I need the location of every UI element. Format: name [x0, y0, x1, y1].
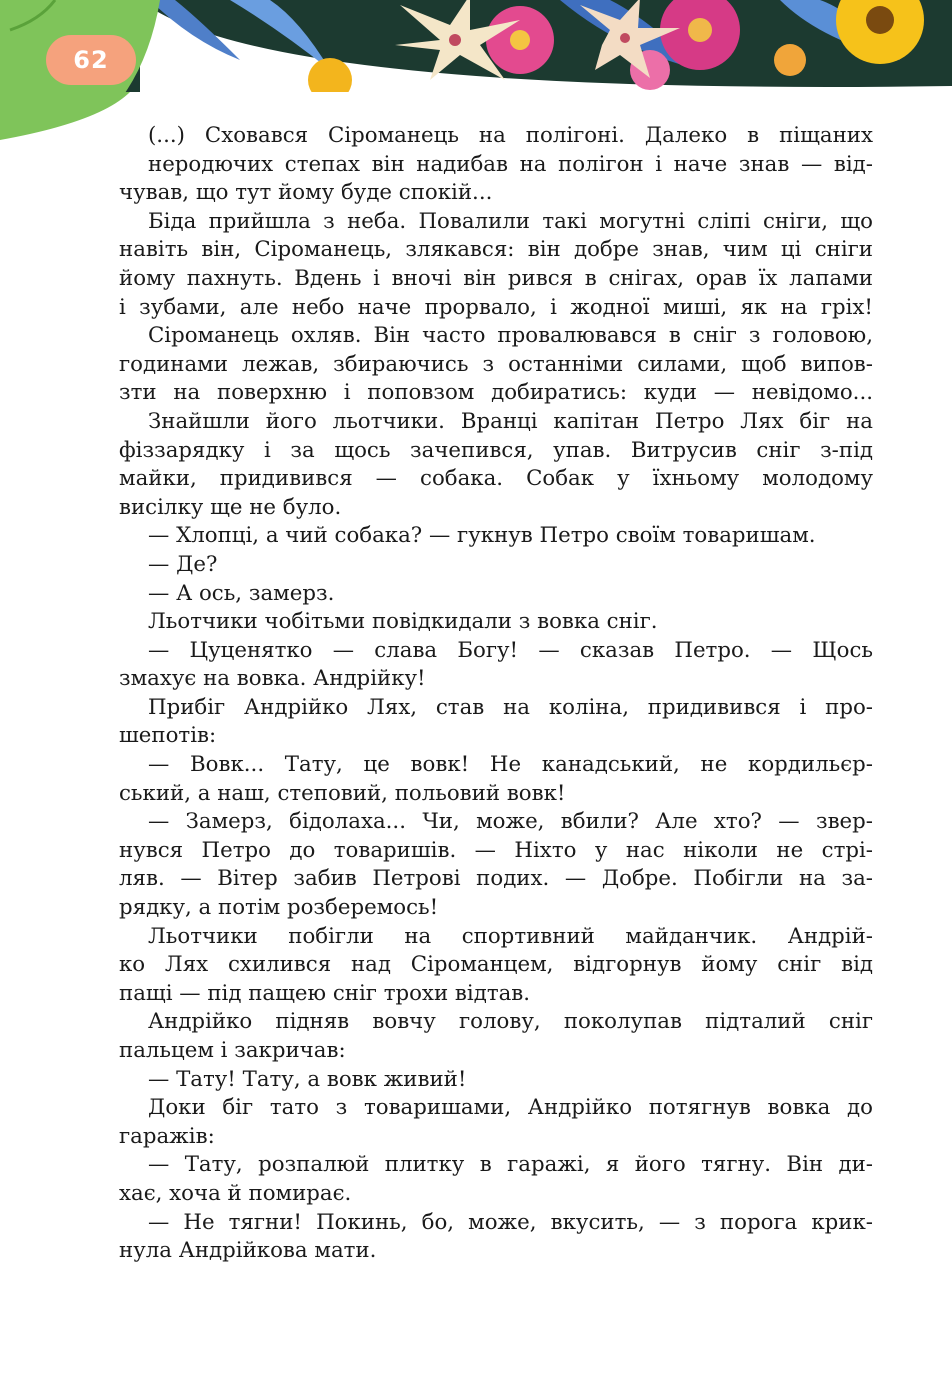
- paragraph: гаражів:: [119, 1123, 215, 1149]
- paragraph: висілку ще не було.: [119, 494, 342, 520]
- paragraph: — Хлопці, а чий собака? — гукнув Петро своїм товаришам.: [148, 523, 816, 549]
- paragraph: Сіроманець охляв. Він часто провалювався в сніг з головою,: [148, 323, 873, 349]
- paragraph: Льотчики чобітьми повідкидали з вовка сніг.: [148, 609, 658, 635]
- paragraph: змахує на вовка. Андрійку!: [119, 666, 426, 692]
- paragraph: зти на поверхню і поповзом добиратись: куди — невідомо...: [119, 380, 873, 406]
- paragraph: фіззарядку і за щось зачепився, упав. Витрусив сніг з-під: [119, 437, 873, 463]
- story-text: [119, 122, 873, 1266]
- paragraph: чував, що тут йому буде спокій...: [119, 180, 493, 206]
- paragraph: пащі — під пащею сніг трохи відтав.: [119, 980, 531, 1006]
- paragraph: рядку, а потім розберемось!: [119, 895, 439, 921]
- paragraph: Знайшли його льотчики. Вранці капітан Петро Лях біг на: [148, 408, 873, 434]
- paragraph: — Де?: [148, 551, 218, 577]
- flower-illustration: [0, 0, 952, 92]
- paragraph: — Замерз, бідолаха... Чи, може, вбили? Але хто? — звер-: [148, 809, 873, 835]
- paragraph: Андрійко підняв вовчу голову, поколупав підталий сніг: [148, 1009, 873, 1035]
- paragraph: пальцем і закричав:: [119, 1038, 346, 1063]
- page-number-badge: 62: [46, 35, 136, 85]
- paragraph: навіть він, Сіроманець, злякався: він добре знав, чим ці сніги: [119, 237, 873, 263]
- paragraph: йому пахнуть. Вдень і вночі він рився в снігах, орав їх лапами: [119, 265, 873, 291]
- paragraph: ський, а наш, степовий, польовий вовк!: [119, 780, 566, 806]
- paragraph: Доки біг тато з товаришами, Андрійко потягнув вовка до: [148, 1095, 873, 1121]
- paragraph: шепотів:: [119, 723, 217, 749]
- paragraph: нула Андрійкова мати.: [119, 1238, 377, 1264]
- paragraph: і зубами, але небо наче прорвало, і жодної миші, як на гріх!: [119, 294, 873, 320]
- paragraph: — А ось, замерз.: [148, 580, 335, 606]
- paragraph: Біда прийшла з неба. Повалили такі могутні сліпі сніги, що: [148, 208, 873, 234]
- paragraph: — Не тягни! Покинь, бо, може, вкусить, — з порога крик-: [148, 1209, 873, 1235]
- paragraph: — Вовк... Тату, це вовк! Не канадський, не кордильєр-: [148, 752, 873, 778]
- paragraph: — Цуценятко — слава Богу! — сказав Петро. — Щось: [148, 637, 873, 663]
- paragraph: Льотчики побігли на спортивний майданчик. Андрій-: [148, 923, 873, 949]
- paragraph: нувся Петро до товаришів. — Ніхто у нас ніколи не стрі-: [119, 837, 873, 863]
- paragraph: — Тату! Тату, а вовк живий!: [148, 1066, 467, 1092]
- paragraph: Прибіг Андрійко Лях, став на коліна, придивився і про-: [148, 694, 873, 720]
- paragraph: ляв. — Вітер забив Петрові подих. — Добре. Побігли на за-: [119, 866, 873, 892]
- paragraph: ко Лях схилився над Сіроманцем, відгорнув йому сніг від: [119, 952, 873, 978]
- paragraph: годинами лежав, збираючись з останніми силами, щоб випов-: [119, 351, 873, 377]
- decorative-flower-banner: [0, 0, 952, 92]
- paragraph: (...) Сховався Сіроманець на полігоні. Далеко в піщаних неродючих степах він надибав на полігон і наче знав — від-: [148, 123, 873, 177]
- paragraph: — Тату, розпалюй плитку в гаражі, я його тягну. Він ди-: [148, 1152, 873, 1178]
- paragraph: хає, хоча й помирає.: [119, 1180, 352, 1206]
- paragraph: майки, придивився — собака. Собак у їхньому молодому: [119, 466, 873, 492]
